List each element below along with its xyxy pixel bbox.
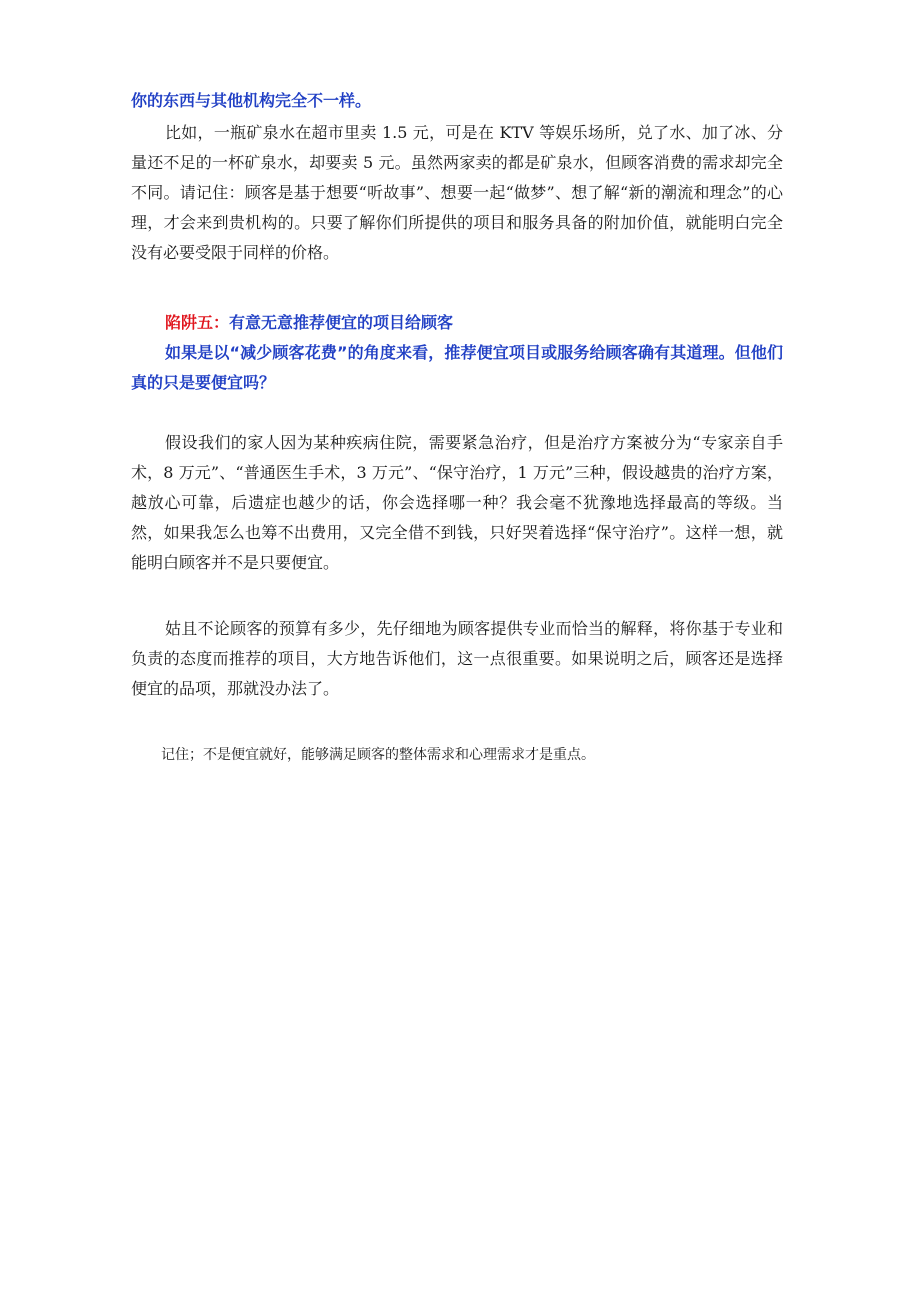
trap-title: 有意无意推荐便宜的项目给顾客 [229,313,454,332]
trap-label: 陷阱五： [165,313,230,332]
paragraph-hospital: 假设我们的家人因为某种疾病住院，需要紧急治疗，但是治疗方案被分为“专家亲自手术，8 万元”、“普通医生手术，3 万元”、“保守治疗，1 万元”三种，假设越贵的治疗方案，越放心可靠，后遗症也越少的话，你会选择哪一种？我会毫不犹豫地选择最高的等级。当然，如果我怎么也筹不出费用，又完全借不到钱，只好哭着选择“保守治疗”。这样一想，就能明白顾客并不是只要便宜。 [131,433,783,572]
paragraph-continuation: 你的东西与其他机构完全不一样。 [131,91,372,110]
paragraph-remember: 记住；不是便宜就好，能够满足顾客的整体需求和心理需求才是重点。 [161,747,595,763]
paragraph-mineral-water: 比如，一瓶矿泉水在超市里卖 1.5 元，可是在 KTV 等娱乐场所，兑了水、加了冰、分量还不足的一杯矿泉水，却要卖 5 元。虽然两家卖的都是矿泉水，但顾客消费的需求却完全不同。请记住：顾客是基于想要“听故事”、想要一起“做梦”、想了解“新的潮流和理念”的心理，才会来到贵机构的。只要了解你们所提供的项目和服务具备的附加价值，就能明白完全没有必要受限于同样的价格。 [131,123,783,262]
trap-heading [131,308,783,338]
paragraph-budget: 姑且不论顾客的预算有多少，先仔细地为顾客提供专业而恰当的解释，将你基于专业和负责的态度而推荐的项目，大方地告诉他们，这一点很重要。如果说明之后，顾客还是选择便宜的品项，那就没办法了。 [131,619,783,698]
trap-intro: 如果是以“减少顾客花费”的角度来看，推荐便宜项目或服务给顾客确有其道理。但他们真的只是要便宜吗？ [131,343,783,392]
